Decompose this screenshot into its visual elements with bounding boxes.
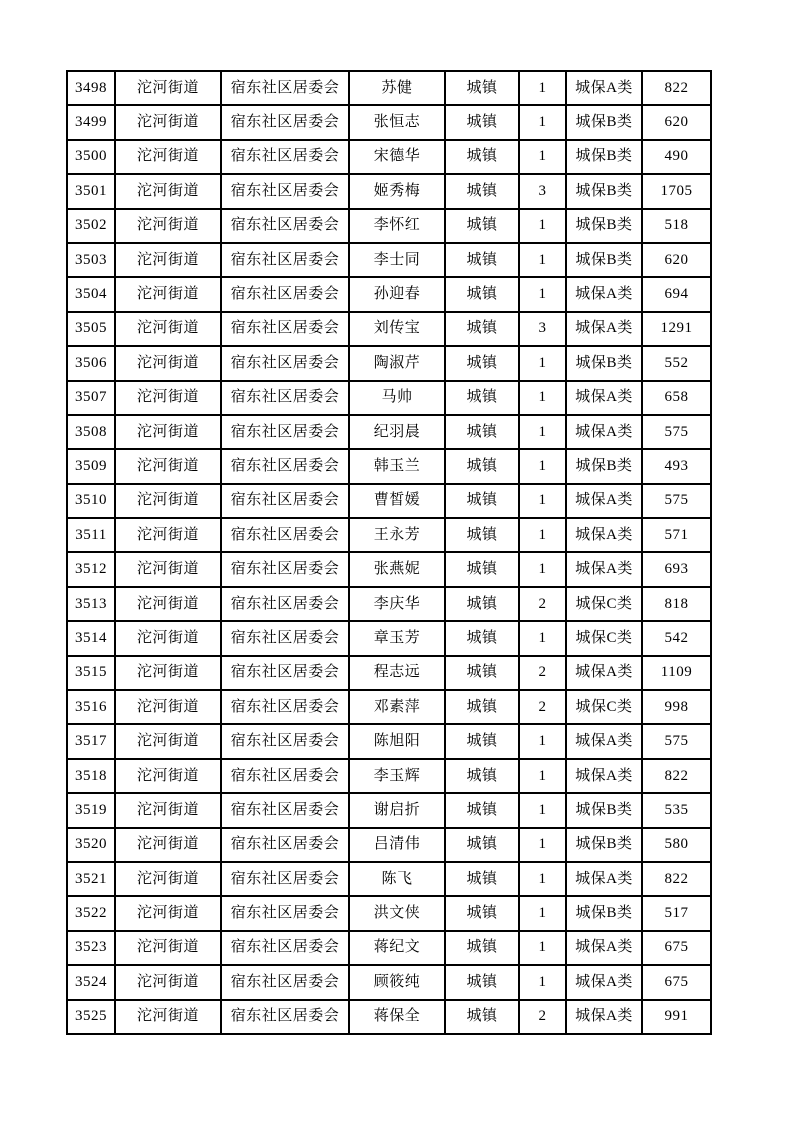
- cell-amount: 991: [642, 1000, 711, 1034]
- cell-residence-type: 城镇: [445, 690, 519, 724]
- cell-person-name: 马帅: [349, 381, 445, 415]
- cell-committee-name: 宿东社区居委会: [221, 931, 349, 965]
- cell-residence-type: 城镇: [445, 587, 519, 621]
- cell-street-name: 沱河街道: [115, 621, 221, 655]
- cell-insurance-category: 城保B类: [566, 140, 642, 174]
- cell-insurance-category: 城保A类: [566, 931, 642, 965]
- cell-street-name: 沱河街道: [115, 931, 221, 965]
- cell-person-name: 洪文侠: [349, 896, 445, 930]
- cell-person-count: 2: [519, 656, 566, 690]
- cell-committee-name: 宿东社区居委会: [221, 209, 349, 243]
- cell-committee-name: 宿东社区居委会: [221, 105, 349, 139]
- cell-row-id: 3501: [67, 174, 115, 208]
- cell-amount: 580: [642, 828, 711, 862]
- cell-residence-type: 城镇: [445, 518, 519, 552]
- cell-row-id: 3509: [67, 449, 115, 483]
- table-body: [67, 71, 711, 1034]
- cell-committee-name: 宿东社区居委会: [221, 415, 349, 449]
- cell-residence-type: 城镇: [445, 346, 519, 380]
- cell-committee-name: 宿东社区居委会: [221, 1000, 349, 1034]
- cell-row-id: 3518: [67, 759, 115, 793]
- benefit-roster-table: [66, 70, 712, 1035]
- table-row: [67, 415, 711, 449]
- cell-street-name: 沱河街道: [115, 381, 221, 415]
- cell-person-name: 刘传宝: [349, 312, 445, 346]
- cell-person-name: 孙迎春: [349, 277, 445, 311]
- cell-insurance-category: 城保B类: [566, 793, 642, 827]
- cell-residence-type: 城镇: [445, 965, 519, 999]
- cell-residence-type: 城镇: [445, 724, 519, 758]
- cell-row-id: 3511: [67, 518, 115, 552]
- cell-street-name: 沱河街道: [115, 449, 221, 483]
- cell-committee-name: 宿东社区居委会: [221, 896, 349, 930]
- cell-insurance-category: 城保C类: [566, 621, 642, 655]
- cell-person-count: 1: [519, 140, 566, 174]
- cell-insurance-category: 城保B类: [566, 449, 642, 483]
- cell-insurance-category: 城保A类: [566, 552, 642, 586]
- cell-row-id: 3522: [67, 896, 115, 930]
- cell-person-count: 1: [519, 243, 566, 277]
- cell-insurance-category: 城保A类: [566, 312, 642, 346]
- cell-residence-type: 城镇: [445, 1000, 519, 1034]
- cell-row-id: 3498: [67, 71, 115, 105]
- cell-person-name: 苏健: [349, 71, 445, 105]
- cell-person-count: 1: [519, 484, 566, 518]
- cell-row-id: 3519: [67, 793, 115, 827]
- cell-person-name: 陈旭阳: [349, 724, 445, 758]
- cell-person-count: 1: [519, 381, 566, 415]
- cell-residence-type: 城镇: [445, 277, 519, 311]
- cell-person-name: 蒋保全: [349, 1000, 445, 1034]
- cell-insurance-category: 城保B类: [566, 174, 642, 208]
- cell-person-count: 1: [519, 828, 566, 862]
- cell-person-name: 程志远: [349, 656, 445, 690]
- cell-person-name: 姬秀梅: [349, 174, 445, 208]
- cell-person-name: 谢启折: [349, 793, 445, 827]
- cell-row-id: 3500: [67, 140, 115, 174]
- cell-residence-type: 城镇: [445, 552, 519, 586]
- cell-street-name: 沱河街道: [115, 243, 221, 277]
- cell-amount: 575: [642, 484, 711, 518]
- cell-amount: 493: [642, 449, 711, 483]
- cell-residence-type: 城镇: [445, 174, 519, 208]
- cell-street-name: 沱河街道: [115, 965, 221, 999]
- cell-person-count: 1: [519, 896, 566, 930]
- cell-row-id: 3516: [67, 690, 115, 724]
- table-row: [67, 140, 711, 174]
- cell-person-count: 1: [519, 862, 566, 896]
- cell-street-name: 沱河街道: [115, 484, 221, 518]
- cell-residence-type: 城镇: [445, 484, 519, 518]
- cell-amount: 552: [642, 346, 711, 380]
- table-row: [67, 759, 711, 793]
- cell-person-name: 李庆华: [349, 587, 445, 621]
- cell-row-id: 3499: [67, 105, 115, 139]
- cell-street-name: 沱河街道: [115, 690, 221, 724]
- table-row: [67, 828, 711, 862]
- cell-residence-type: 城镇: [445, 140, 519, 174]
- cell-street-name: 沱河街道: [115, 346, 221, 380]
- cell-person-count: 1: [519, 449, 566, 483]
- table-row: [67, 518, 711, 552]
- table-row: [67, 484, 711, 518]
- cell-person-name: 纪羽晨: [349, 415, 445, 449]
- cell-person-name: 李士同: [349, 243, 445, 277]
- cell-row-id: 3515: [67, 656, 115, 690]
- table-row: [67, 243, 711, 277]
- table-row: [67, 1000, 711, 1034]
- cell-row-id: 3517: [67, 724, 115, 758]
- cell-person-name: 韩玉兰: [349, 449, 445, 483]
- cell-amount: 822: [642, 759, 711, 793]
- cell-person-name: 李怀红: [349, 209, 445, 243]
- cell-insurance-category: 城保A类: [566, 518, 642, 552]
- cell-committee-name: 宿东社区居委会: [221, 71, 349, 105]
- cell-person-count: 1: [519, 759, 566, 793]
- cell-committee-name: 宿东社区居委会: [221, 174, 349, 208]
- cell-street-name: 沱河街道: [115, 518, 221, 552]
- cell-committee-name: 宿东社区居委会: [221, 381, 349, 415]
- table-row: [67, 449, 711, 483]
- cell-amount: 1705: [642, 174, 711, 208]
- cell-row-id: 3507: [67, 381, 115, 415]
- cell-insurance-category: 城保B类: [566, 209, 642, 243]
- cell-row-id: 3505: [67, 312, 115, 346]
- table-row: [67, 862, 711, 896]
- cell-residence-type: 城镇: [445, 209, 519, 243]
- cell-person-count: 1: [519, 277, 566, 311]
- cell-row-id: 3514: [67, 621, 115, 655]
- cell-person-name: 王永芳: [349, 518, 445, 552]
- cell-insurance-category: 城保A类: [566, 965, 642, 999]
- cell-row-id: 3524: [67, 965, 115, 999]
- cell-row-id: 3504: [67, 277, 115, 311]
- cell-residence-type: 城镇: [445, 621, 519, 655]
- cell-amount: 822: [642, 71, 711, 105]
- cell-person-name: 顾筱纯: [349, 965, 445, 999]
- cell-amount: 535: [642, 793, 711, 827]
- cell-person-count: 1: [519, 105, 566, 139]
- cell-street-name: 沱河街道: [115, 793, 221, 827]
- cell-committee-name: 宿东社区居委会: [221, 965, 349, 999]
- cell-person-count: 1: [519, 518, 566, 552]
- cell-person-name: 张燕妮: [349, 552, 445, 586]
- table-row: [67, 690, 711, 724]
- cell-insurance-category: 城保A类: [566, 415, 642, 449]
- cell-committee-name: 宿东社区居委会: [221, 346, 349, 380]
- cell-committee-name: 宿东社区居委会: [221, 449, 349, 483]
- cell-residence-type: 城镇: [445, 656, 519, 690]
- cell-person-count: 1: [519, 931, 566, 965]
- table-row: [67, 552, 711, 586]
- cell-amount: 822: [642, 862, 711, 896]
- cell-residence-type: 城镇: [445, 896, 519, 930]
- table-row: [67, 71, 711, 105]
- cell-committee-name: 宿东社区居委会: [221, 621, 349, 655]
- cell-committee-name: 宿东社区居委会: [221, 656, 349, 690]
- cell-insurance-category: 城保A类: [566, 71, 642, 105]
- cell-person-name: 邓素萍: [349, 690, 445, 724]
- cell-committee-name: 宿东社区居委会: [221, 690, 349, 724]
- cell-row-id: 3503: [67, 243, 115, 277]
- cell-person-count: 1: [519, 552, 566, 586]
- cell-committee-name: 宿东社区居委会: [221, 793, 349, 827]
- cell-amount: 542: [642, 621, 711, 655]
- cell-row-id: 3523: [67, 931, 115, 965]
- table-row: [67, 277, 711, 311]
- cell-committee-name: 宿东社区居委会: [221, 828, 349, 862]
- cell-amount: 575: [642, 415, 711, 449]
- cell-person-name: 蒋纪文: [349, 931, 445, 965]
- cell-person-count: 3: [519, 312, 566, 346]
- cell-row-id: 3506: [67, 346, 115, 380]
- cell-street-name: 沱河街道: [115, 896, 221, 930]
- table-row: [67, 105, 711, 139]
- cell-insurance-category: 城保B类: [566, 828, 642, 862]
- cell-street-name: 沱河街道: [115, 277, 221, 311]
- cell-person-name: 章玉芳: [349, 621, 445, 655]
- cell-person-name: 吕清伟: [349, 828, 445, 862]
- table-row: [67, 312, 711, 346]
- cell-committee-name: 宿东社区居委会: [221, 243, 349, 277]
- cell-person-count: 2: [519, 1000, 566, 1034]
- cell-amount: 518: [642, 209, 711, 243]
- table-row: [67, 209, 711, 243]
- cell-row-id: 3512: [67, 552, 115, 586]
- table-row: [67, 724, 711, 758]
- table-row: [67, 896, 711, 930]
- cell-street-name: 沱河街道: [115, 105, 221, 139]
- cell-committee-name: 宿东社区居委会: [221, 552, 349, 586]
- cell-street-name: 沱河街道: [115, 174, 221, 208]
- table-row: [67, 793, 711, 827]
- cell-residence-type: 城镇: [445, 381, 519, 415]
- cell-insurance-category: 城保B类: [566, 243, 642, 277]
- cell-committee-name: 宿东社区居委会: [221, 587, 349, 621]
- cell-amount: 675: [642, 931, 711, 965]
- cell-residence-type: 城镇: [445, 105, 519, 139]
- cell-person-name: 陶淑芹: [349, 346, 445, 380]
- cell-amount: 998: [642, 690, 711, 724]
- cell-person-count: 1: [519, 724, 566, 758]
- cell-person-name: 张恒志: [349, 105, 445, 139]
- table-row: [67, 965, 711, 999]
- cell-insurance-category: 城保B类: [566, 896, 642, 930]
- cell-amount: 620: [642, 243, 711, 277]
- cell-amount: 571: [642, 518, 711, 552]
- cell-committee-name: 宿东社区居委会: [221, 724, 349, 758]
- cell-residence-type: 城镇: [445, 793, 519, 827]
- cell-committee-name: 宿东社区居委会: [221, 484, 349, 518]
- table-row: [67, 174, 711, 208]
- cell-amount: 517: [642, 896, 711, 930]
- cell-insurance-category: 城保A类: [566, 759, 642, 793]
- cell-residence-type: 城镇: [445, 449, 519, 483]
- cell-insurance-category: 城保A类: [566, 484, 642, 518]
- cell-street-name: 沱河街道: [115, 140, 221, 174]
- cell-row-id: 3508: [67, 415, 115, 449]
- cell-amount: 693: [642, 552, 711, 586]
- cell-residence-type: 城镇: [445, 71, 519, 105]
- cell-person-name: 宋德华: [349, 140, 445, 174]
- cell-insurance-category: 城保C类: [566, 587, 642, 621]
- cell-residence-type: 城镇: [445, 931, 519, 965]
- cell-person-count: 1: [519, 71, 566, 105]
- cell-committee-name: 宿东社区居委会: [221, 312, 349, 346]
- table-row: [67, 381, 711, 415]
- cell-row-id: 3502: [67, 209, 115, 243]
- cell-residence-type: 城镇: [445, 862, 519, 896]
- cell-residence-type: 城镇: [445, 828, 519, 862]
- cell-street-name: 沱河街道: [115, 415, 221, 449]
- cell-person-name: 李玉辉: [349, 759, 445, 793]
- cell-row-id: 3520: [67, 828, 115, 862]
- table-row: [67, 931, 711, 965]
- cell-row-id: 3525: [67, 1000, 115, 1034]
- cell-person-count: 2: [519, 690, 566, 724]
- cell-person-count: 3: [519, 174, 566, 208]
- table-row: [67, 587, 711, 621]
- table-row: [67, 656, 711, 690]
- cell-person-count: 1: [519, 621, 566, 655]
- cell-committee-name: 宿东社区居委会: [221, 277, 349, 311]
- cell-amount: 1109: [642, 656, 711, 690]
- cell-amount: 675: [642, 965, 711, 999]
- cell-person-count: 1: [519, 965, 566, 999]
- cell-street-name: 沱河街道: [115, 724, 221, 758]
- cell-street-name: 沱河街道: [115, 552, 221, 586]
- cell-committee-name: 宿东社区居委会: [221, 862, 349, 896]
- cell-street-name: 沱河街道: [115, 312, 221, 346]
- cell-insurance-category: 城保A类: [566, 656, 642, 690]
- cell-person-name: 曹皙媛: [349, 484, 445, 518]
- cell-street-name: 沱河街道: [115, 759, 221, 793]
- cell-amount: 1291: [642, 312, 711, 346]
- cell-residence-type: 城镇: [445, 243, 519, 277]
- cell-insurance-category: 城保A类: [566, 277, 642, 311]
- cell-street-name: 沱河街道: [115, 209, 221, 243]
- table-row: [67, 621, 711, 655]
- cell-person-count: 1: [519, 415, 566, 449]
- cell-committee-name: 宿东社区居委会: [221, 140, 349, 174]
- cell-amount: 658: [642, 381, 711, 415]
- cell-street-name: 沱河街道: [115, 656, 221, 690]
- cell-insurance-category: 城保A类: [566, 381, 642, 415]
- cell-person-count: 1: [519, 793, 566, 827]
- cell-street-name: 沱河街道: [115, 862, 221, 896]
- cell-amount: 490: [642, 140, 711, 174]
- cell-committee-name: 宿东社区居委会: [221, 518, 349, 552]
- cell-insurance-category: 城保B类: [566, 346, 642, 380]
- cell-insurance-category: 城保A类: [566, 1000, 642, 1034]
- cell-street-name: 沱河街道: [115, 1000, 221, 1034]
- cell-street-name: 沱河街道: [115, 587, 221, 621]
- cell-residence-type: 城镇: [445, 415, 519, 449]
- cell-residence-type: 城镇: [445, 759, 519, 793]
- cell-row-id: 3521: [67, 862, 115, 896]
- cell-row-id: 3513: [67, 587, 115, 621]
- cell-row-id: 3510: [67, 484, 115, 518]
- cell-insurance-category: 城保C类: [566, 690, 642, 724]
- cell-amount: 620: [642, 105, 711, 139]
- cell-residence-type: 城镇: [445, 312, 519, 346]
- cell-street-name: 沱河街道: [115, 828, 221, 862]
- table-row: [67, 346, 711, 380]
- cell-insurance-category: 城保B类: [566, 105, 642, 139]
- cell-amount: 575: [642, 724, 711, 758]
- cell-person-name: 陈飞: [349, 862, 445, 896]
- cell-committee-name: 宿东社区居委会: [221, 759, 349, 793]
- cell-insurance-category: 城保A类: [566, 724, 642, 758]
- cell-person-count: 2: [519, 587, 566, 621]
- cell-person-count: 1: [519, 346, 566, 380]
- cell-person-count: 1: [519, 209, 566, 243]
- cell-amount: 694: [642, 277, 711, 311]
- cell-amount: 818: [642, 587, 711, 621]
- cell-insurance-category: 城保A类: [566, 862, 642, 896]
- cell-street-name: 沱河街道: [115, 71, 221, 105]
